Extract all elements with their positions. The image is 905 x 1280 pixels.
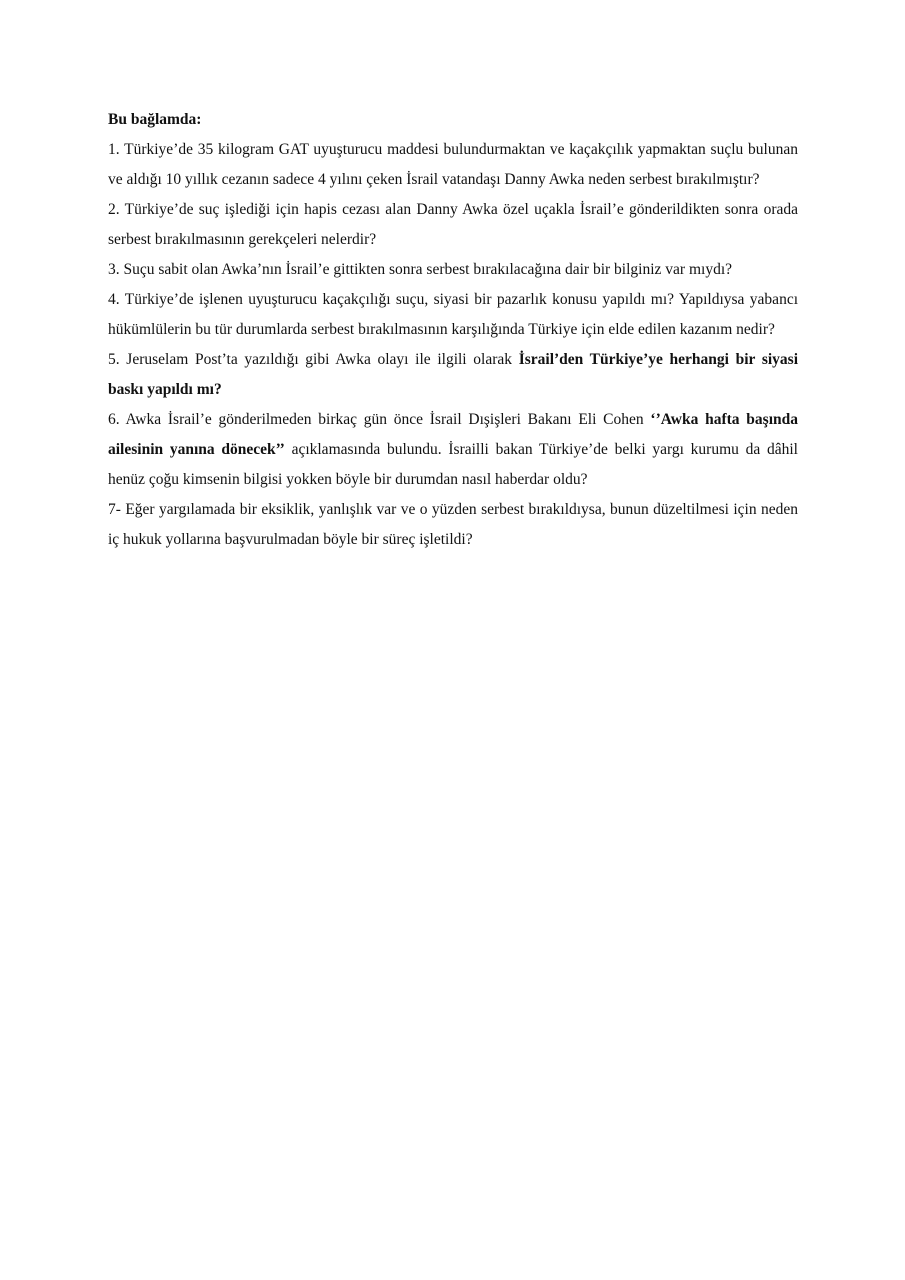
- document-page: [108, 105, 798, 555]
- question-6: [108, 405, 798, 495]
- section-heading: Bu bağlamda:: [108, 111, 202, 128]
- question-6-text-end: açıklamasında bulundu. İsrailli bakan Türkiye’de belki yargı kurumu da dâhil henüz çoğu kimsenin bilgisi yokken böyle bir durumdan nasıl haberdar oldu?: [108, 441, 798, 488]
- question-7: 7- Eğer yargılamada bir eksiklik, yanlışlık var ve o yüzden serbest bırakıldıysa, bunun düzeltilmesi için neden iç hukuk yollarına başvurulmadan böyle bir süreç işletildi?: [108, 501, 798, 548]
- question-6-bold-quote: ‘’Awka hafta başında ailesinin yanına dönecek’’: [108, 411, 798, 458]
- question-1: 1. Türkiye’de 35 kilogram GAT uyuşturucu maddesi bulundurmaktan ve kaçakçılık yapmaktan suçlu bulunan ve aldığı 10 yıllık cezanın sadece 4 yılını çeken İsrail vatandaşı Danny Awka neden serbest bırakılmıştır?: [108, 141, 798, 188]
- question-5: [108, 345, 798, 405]
- question-5-bold-text: İsrail’den Türkiye’ye herhangi bir siyasi baskı yapıldı mı?: [108, 351, 798, 398]
- question-5-text: 5. Jeruselam Post’ta yazıldığı gibi Awka olayı ile ilgili olarak: [108, 351, 519, 368]
- question-4: 4. Türkiye’de işlenen uyuşturucu kaçakçılığı suçu, siyasi bir pazarlık konusu yapıldı mı? Yapıldıysa yabancı hükümlülerin bu tür durumlarda serbest bırakılmasının karşılığında Türkiye için elde edilen kazanım nedir?: [108, 291, 798, 338]
- question-3: 3. Suçu sabit olan Awka’nın İsrail’e gittikten sonra serbest bırakılacağına dair bir bilginiz var mıydı?: [108, 261, 733, 278]
- question-6-text: 6. Awka İsrail’e gönderilmeden birkaç gün önce İsrail Dışişleri Bakanı Eli Cohen: [108, 411, 651, 428]
- question-2: 2. Türkiye’de suç işlediği için hapis cezası alan Danny Awka özel uçakla İsrail’e gönderildikten sonra orada serbest bırakılmasının gerekçeleri nelerdir?: [108, 201, 798, 248]
